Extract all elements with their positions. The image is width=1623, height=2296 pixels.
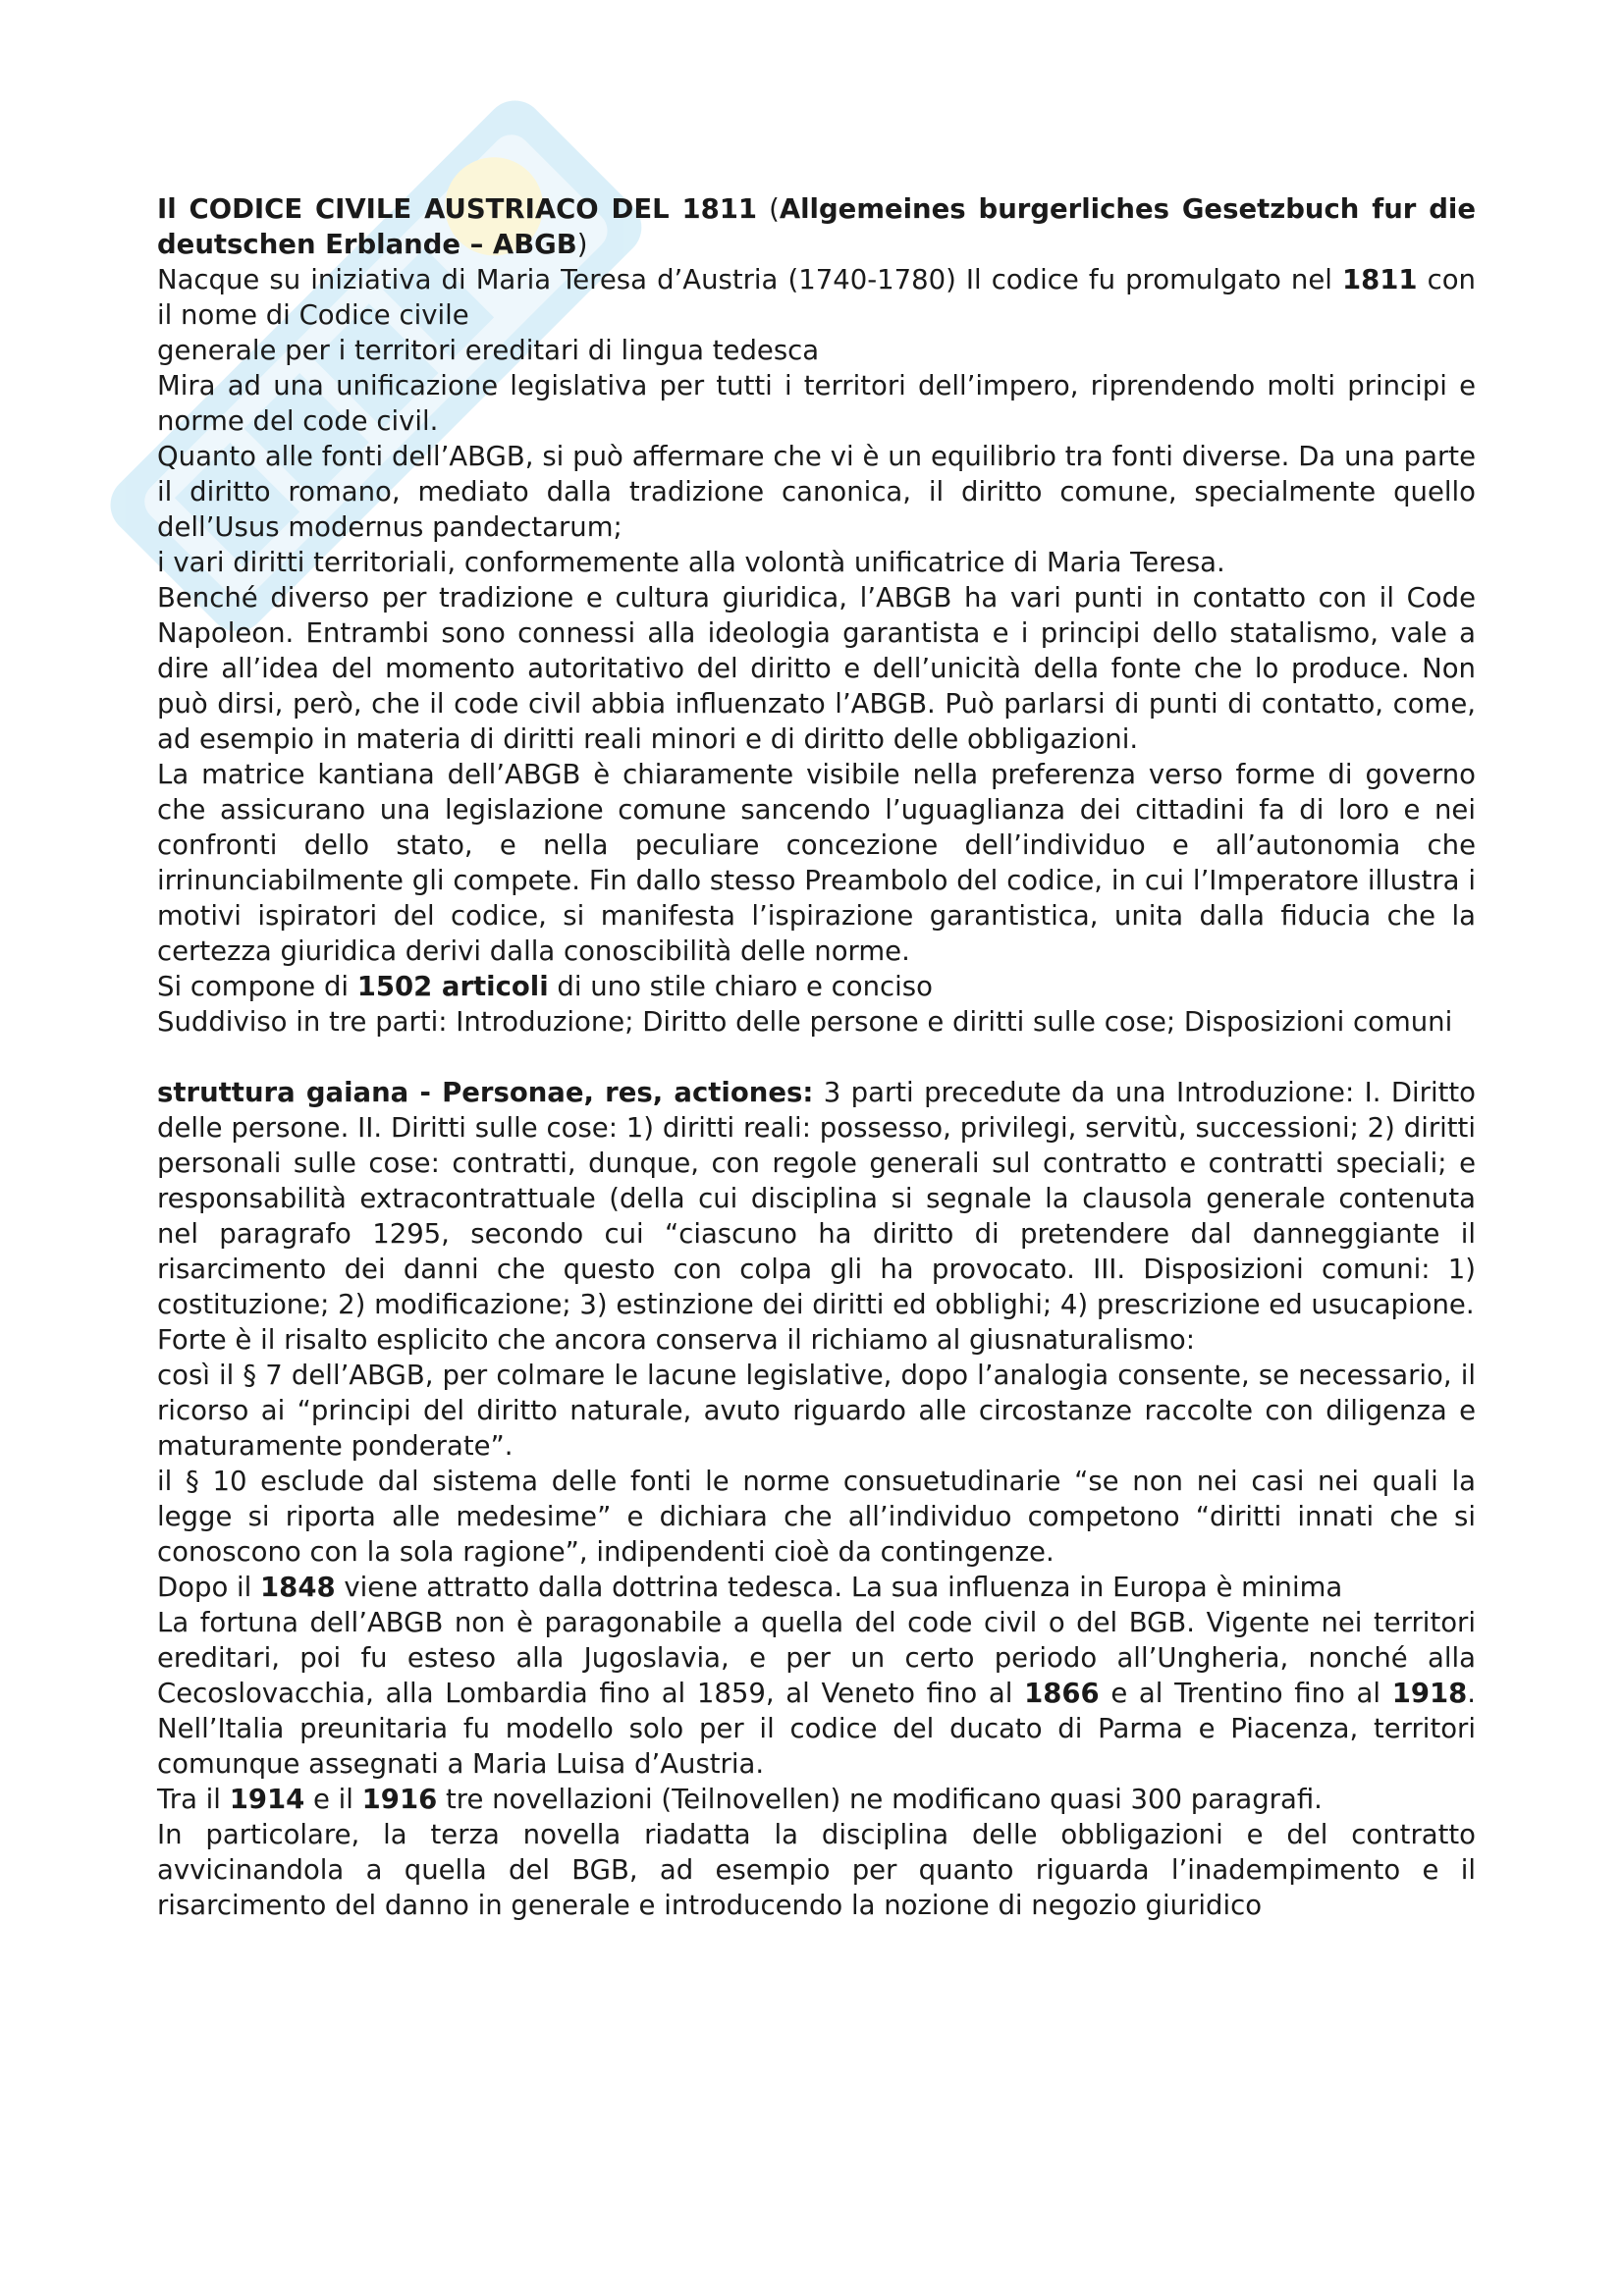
title-main: Il CODICE CIVILE AUSTRIACO DEL 1811 [157, 193, 758, 225]
bold-year: 1916 [361, 1784, 438, 1815]
text-span: Nacque su iniziativa di Maria Teresa d’Austria (1740-1780) Il codice fu promulgato nel [157, 264, 1342, 295]
paragraph: i vari diritti territoriali, conformemente alla volontà unificatrice di Maria Teresa. [157, 547, 1225, 578]
text-span: e al Trentino fino al [1099, 1678, 1392, 1709]
bold-year: 1848 [260, 1572, 336, 1603]
bold-articles: 1502 articoli [356, 971, 549, 1002]
spacer [157, 1040, 1476, 1075]
text-span: con il nome di Codice civile [157, 264, 1476, 331]
text-span: viene attratto dalla dottrina tedesca. La sua influenza in Europa è minima [335, 1572, 1343, 1603]
bold-year: 1866 [1024, 1678, 1100, 1709]
paragraph-fortune [157, 1605, 1476, 1782]
text-span: di uno stile chiaro e conciso [548, 971, 933, 1002]
text-span: . Nell’Italia preunitaria fu modello solo per il codice del ducato di Parma e Piacenza, territori comunque assegnati a Maria Luisa d’Austria. [157, 1678, 1476, 1780]
paragraph: Benché diverso per tradizione e cultura giuridica, l’ABGB ha vari punti in contatto con il Code Napoleon. Entrambi sono connessi alla ideologia garantista e i principi dello statalismo, vale a dire all’idea del momento autoritativo del diritto e dell’unicità della fonte che lo produce. Non può dirsi, però, che il code civil abbia influenzato l’ABGB. Può parlarsi di punti di contatto, come, ad esempio in materia di diritti reali minori e di diritto delle obbligazioni. [157, 582, 1476, 755]
paragraph: Mira ad una unificazione legislativa per tutti i territori dell’impero, riprendendo molti principi e norme del code civil. [157, 370, 1476, 437]
paragraph-origin [157, 262, 1476, 333]
bold-heading: struttura gaiana - Personae, res, actiones: [157, 1077, 814, 1108]
text-span: Dopo il [157, 1572, 261, 1603]
document-title [157, 191, 1476, 262]
text-span: tre novellazioni (Teilnovellen) ne modificano quasi 300 paragrafi. [437, 1784, 1323, 1815]
text-span: Tra il [157, 1784, 230, 1815]
paragraph: Suddiviso in tre parti: Introduzione; Diritto delle persone e diritti sulle cose; Disposizioni comuni [157, 1006, 1453, 1038]
document-body [157, 191, 1476, 1923]
paragraph-structure [157, 1075, 1476, 1322]
title-subtitle: Allgemeines burgerliches Gesetzbuch fur die deutschen Erblande – ABGB [157, 193, 1476, 260]
paragraph: Forte è il risalto esplicito che ancora conserva il richiamo al giusnaturalismo: [157, 1324, 1196, 1356]
title-close-paren: ) [576, 229, 588, 260]
title-open-paren: ( [757, 193, 780, 225]
paragraph: In particolare, la terza novella riadatta la disciplina delle obbligazioni e del contratto avvicinandola a quella del BGB, ad esempio per quanto riguarda l’inadempimento e il risarcimento del danno in generale e introducendo la nozione di negozio giuridico [157, 1819, 1476, 1921]
paragraph-1848 [157, 1570, 1476, 1605]
paragraph-novellen [157, 1782, 1476, 1817]
bold-year: 1811 [1341, 264, 1418, 295]
bold-year: 1918 [1391, 1678, 1468, 1709]
text-span: 3 parti precedute da una Introduzione: I. Diritto delle persone. II. Diritti sulle cose: 1) diritti reali: possesso, privilegi, servitù, successioni; 2) diritti personali sulle cose: contratti, dunque, con regole generali sul contratto e contratti speciali; e responsabilità extracontrattuale (della cui disciplina si segnale la clausola generale contenuta nel paragrafo 1295, secondo cui “ciascuno ha diritto di pretendere dal danneggiante il risarcimento dei danni che questo con colpa gli ha provocato. III. Disposizioni comuni: 1) costituzione; 2) modificazione; 3) estinzione dei diritti ed obblighi; 4) prescrizione ed usucapione. [157, 1077, 1476, 1320]
text-span: e il [304, 1784, 362, 1815]
paragraph: generale per i territori ereditari di lingua tedesca [157, 335, 820, 366]
paragraph: Quanto alle fonti dell’ABGB, si può affermare che vi è un equilibrio tra fonti diverse. Da una parte il diritto romano, mediato dalla tradizione canonica, il diritto comune, specialmente quello dell’Usus modernus pandectarum; [157, 441, 1476, 543]
paragraph: così il § 7 dell’ABGB, per colmare le lacune legislative, dopo l’analogia consente, se necessario, il ricorso ai “principi del diritto naturale, avuto riguardo alle circostanze raccolte con diligenza e maturamente ponderate”. [157, 1360, 1476, 1462]
paragraph-articles [157, 969, 1476, 1004]
text-span: Si compone di [157, 971, 357, 1002]
paragraph: La matrice kantiana dell’ABGB è chiaramente visibile nella preferenza verso forme di governo che assicurano una legislazione comune sancendo l’uguaglianza dei cittadini fa di loro e nei confronti dello stato, e nella peculiare concezione dell’individuo e all’autonomia che irrinunciabilmente gli compete. Fin dallo stesso Preambolo del codice, in cui l’Imperatore illustra i motivi ispiratori del codice, si manifesta l’ispirazione garantistica, unita dalla fiducia che la certezza giuridica derivi dalla conoscibilità delle norme. [157, 759, 1476, 967]
paragraph: il § 10 esclude dal sistema delle fonti le norme consuetudinarie “se non nei casi nei quali la legge si riporta alle medesime” e dichiara che all’individuo competono “diritti innati che si conoscono con la sola ragione”, indipendenti cioè da contingenze. [157, 1466, 1476, 1568]
bold-year: 1914 [229, 1784, 305, 1815]
text-span: La fortuna dell’ABGB non è paragonabile a quella del code civil o del BGB. Vigente nei territori ereditari, poi fu esteso alla Jugoslavia, e per un certo periodo all’Ungheria, nonché alla Cecoslovacchia, alla Lombardia fino al 1859, al Veneto fino al [157, 1607, 1476, 1709]
